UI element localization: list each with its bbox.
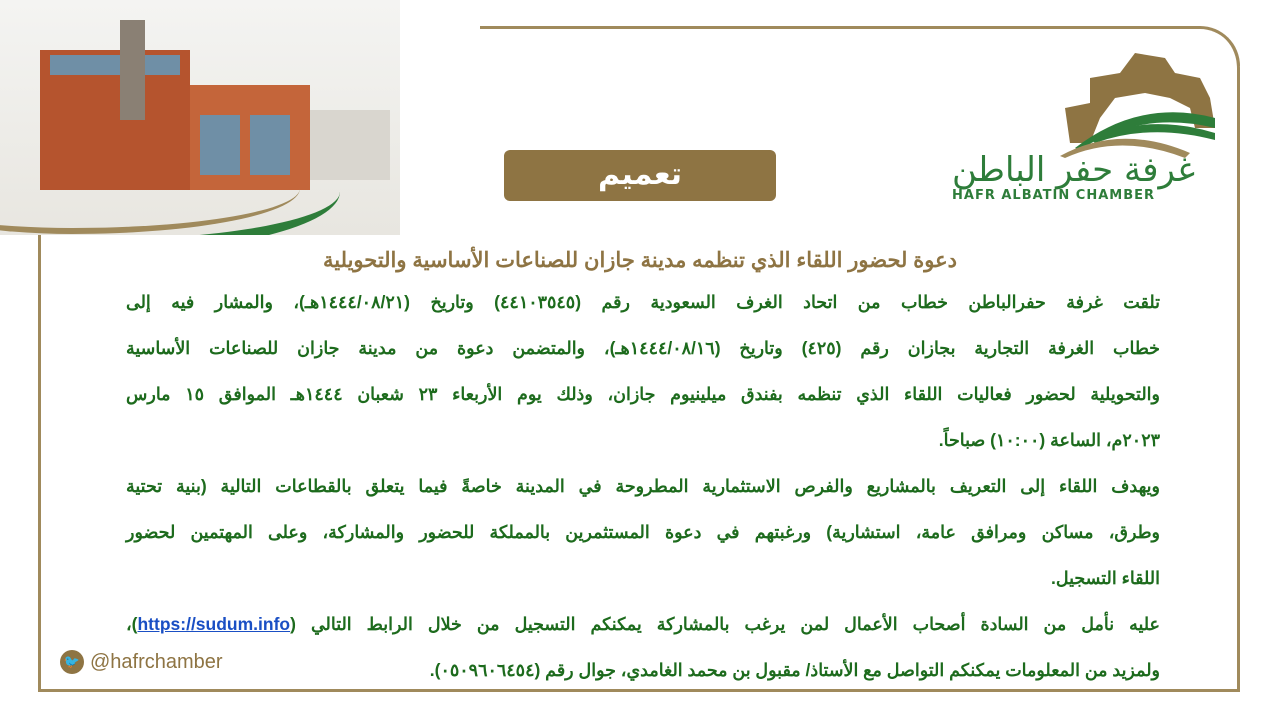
body-line: اللقاء التسجيل.	[1050, 568, 1160, 588]
registration-link[interactable]: https://sudum.info	[137, 614, 291, 634]
body-line: ويهدف اللقاء إلى التعريف بالمشاريع والفرص الاستثمارية المطروحة في المدينة خاصةً فيما يتعلق بالقطاعات التالية (بنية تحتية	[126, 476, 1160, 496]
registration-text-end: )،	[126, 614, 138, 634]
registration-text: عليه نأمل من السادة أصحاب الأعمال لمن يرغب بالمشاركة يمكنكم التسجيل من خلال الرابط التالي (	[290, 614, 1160, 634]
twitter-icon: 🐦	[60, 650, 84, 674]
body-line: تلقت غرفة حفرالباطن خطاب من اتحاد الغرف السعودية رقم (٤٤١٠٣٥٤٥) وتاريخ (١٤٤٤/٠٨/٢١هـ)، والمشار فيه إلى	[126, 292, 1160, 312]
chamber-logo	[940, 48, 1220, 208]
circular-badge: تعميم	[504, 150, 776, 201]
registration-line	[126, 610, 1160, 656]
logo-arabic-text: غرفة حفر الباطن	[952, 150, 1195, 190]
document-body	[126, 288, 1160, 702]
social-handle-text: @hafrchamber	[90, 650, 223, 673]
building-photo	[0, 0, 400, 235]
body-line: والتحويلية لحضور فعاليات اللقاء الذي تنظمه بفندق ميلينيوم جازان، وذلك يوم الأربعاء ٢٣ شعبان ١٤٤٤هـ الموافق ١٥ مارس	[126, 384, 1160, 404]
body-line: خطاب الغرفة التجارية بجازان رقم (٤٢٥) وتاريخ (١٤٤٤/٠٨/١٦هـ)، والمتضمن دعوة من مدينة جازان للصناعات الأساسية	[126, 338, 1161, 358]
contact-line: ولمزيد من المعلومات يمكنكم التواصل مع الأستاذ/ مقبول بن محمد الغامدي، جوال رقم (٠٥٠٩٦٠٦٤٥٤).	[429, 660, 1160, 680]
document-title: دعوة لحضور اللقاء الذي تنظمه مدينة جازان للصناعات الأساسية والتحويلية	[323, 249, 957, 272]
body-line: ٢٠٢٣م، الساعة (١٠:٠٠) صباحاً.	[938, 430, 1160, 450]
social-handle	[60, 650, 223, 674]
logo-english-text: HAFR ALBATIN CHAMBER	[952, 188, 1155, 203]
body-line: وطرق، مساكن ومرافق عامة، استشارية) ورغبتهم في دعوة المستثمرين بالمملكة للحضور والمشاركة، وعلى المهتمين لحضور	[126, 522, 1160, 542]
